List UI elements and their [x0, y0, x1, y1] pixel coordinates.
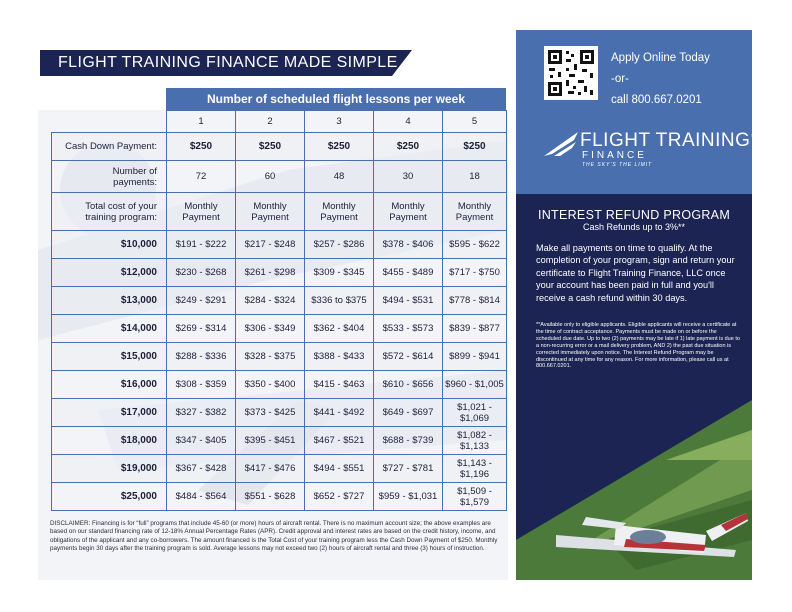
interest-refund-title: INTEREST REFUND PROGRAM [537, 208, 731, 222]
monthly-payment-range: $417 - $476 [236, 455, 305, 483]
total-cost-amount: $17,000 [52, 399, 167, 427]
monthly-payment-range: $308 - $359 [167, 371, 236, 399]
total-cost-amount: $14,000 [52, 315, 167, 343]
table-row [52, 427, 507, 455]
cash-down-value: $250 [236, 133, 305, 161]
monthly-payment-range: $1,021 - $1,069 [443, 399, 507, 427]
payment-rows [52, 231, 507, 511]
monthly-payment-range: $306 - $349 [236, 315, 305, 343]
monthly-payment-range: $595 - $622 [443, 231, 507, 259]
table-row [52, 455, 507, 483]
payments-count: 60 [236, 161, 305, 193]
lesson-count: 3 [305, 111, 374, 133]
payments-count: 30 [374, 161, 443, 193]
monthly-payment-range: $533 - $573 [374, 315, 443, 343]
monthly-payment-range: $839 - $877 [443, 315, 507, 343]
cash-down-value: $250 [167, 133, 236, 161]
cash-down-value: $250 [374, 133, 443, 161]
monthly-payment-header: Monthly Payment [374, 193, 443, 231]
right-panel [516, 30, 757, 580]
monthly-payment-range: $551 - $628 [236, 483, 305, 511]
table-row [52, 343, 507, 371]
table-row [52, 315, 507, 343]
lesson-count: 1 [167, 111, 236, 133]
monthly-payment-header: Monthly Payment [167, 193, 236, 231]
monthly-payment-range: $328 - $375 [236, 343, 305, 371]
monthly-payment-range: $717 - $750 [443, 259, 507, 287]
total-cost-label: Total cost of your training program: [52, 193, 167, 231]
monthly-payment-range: $327 - $382 [167, 399, 236, 427]
monthly-payment-range: $395 - $451 [236, 427, 305, 455]
qr-code-icon[interactable] [544, 46, 598, 100]
monthly-payment-range: $649 - $697 [374, 399, 443, 427]
monthly-payment-range: $347 - $405 [167, 427, 236, 455]
lesson-count: 4 [374, 111, 443, 133]
total-cost-amount: $18,000 [52, 427, 167, 455]
monthly-payment-range: $959 - $1,031 [374, 483, 443, 511]
monthly-payment-range: $230 - $268 [167, 259, 236, 287]
monthly-payment-range: $336 to $375 [305, 287, 374, 315]
table-row [52, 483, 507, 511]
monthly-payment-range: $1,143 - $1,196 [443, 455, 507, 483]
cash-down-value: $250 [305, 133, 374, 161]
monthly-payment-range: $1,509 - $1,579 [443, 483, 507, 511]
total-cost-amount: $19,000 [52, 455, 167, 483]
monthly-payment-range: $688 - $739 [374, 427, 443, 455]
monthly-payment-range: $899 - $941 [443, 343, 507, 371]
lesson-count: 2 [236, 111, 305, 133]
interest-refund-body: Make all payments on time to qualify. At the completion of your program, sign and return your certificate to Flight Training Finance, LLC once your account has been paid in full and you'll receive a cash refund within 30 days. [536, 243, 735, 303]
monthly-payment-range: $378 - $406 [374, 231, 443, 259]
monthly-payment-range: $309 - $345 [305, 259, 374, 287]
monthly-payment-range: $373 - $425 [236, 399, 305, 427]
financing-table [51, 110, 507, 511]
monthly-payment-range: $494 - $531 [374, 287, 443, 315]
monthly-payment-range: $191 - $222 [167, 231, 236, 259]
monthly-payment-header: Monthly Payment [443, 193, 507, 231]
monthly-payment-range: $727 - $781 [374, 455, 443, 483]
phone-link[interactable]: call 800.667.0201 [611, 94, 702, 106]
monthly-payment-range: $484 - $564 [167, 483, 236, 511]
total-cost-amount: $15,000 [52, 343, 167, 371]
monthly-payment-header: Monthly Payment [236, 193, 305, 231]
monthly-payment-range: $288 - $336 [167, 343, 236, 371]
contact-box [516, 30, 757, 194]
title-banner [40, 50, 412, 76]
monthly-payment-range: $249 - $291 [167, 287, 236, 315]
lesson-count: 5 [443, 111, 507, 133]
apply-online-text: Apply Online Today -or- call 800.667.0201 [611, 48, 710, 111]
monthly-payment-range: $778 - $814 [443, 287, 507, 315]
monthly-payment-range: $415 - $463 [305, 371, 374, 399]
total-cost-amount: $12,000 [52, 259, 167, 287]
monthly-payment-range: $350 - $400 [236, 371, 305, 399]
payments-count: 72 [167, 161, 236, 193]
monthly-payment-range: $572 - $614 [374, 343, 443, 371]
cash-down-label: Cash Down Payment: [52, 133, 167, 161]
interest-refund-footnote: **Available only to eligible applicants. Eligible applicants will receive a certificate at the time of contract acceptance. Payments must be made on or before the scheduled due date. Up to two (2) payments may be late if 1) late payment is due to a non-recurring error or a mail delivery problem, AND 2) the past due situation is corrected immediately upon notice. The Interest Refund Program may be discontinued at any time for any reason. For more information, please call us at 800.667.0201. [536, 322, 740, 370]
table-row [52, 231, 507, 259]
total-cost-amount: $16,000 [52, 371, 167, 399]
monthly-payment-range: $362 - $404 [305, 315, 374, 343]
monthly-payment-range: $610 - $656 [374, 371, 443, 399]
monthly-payment-range: $467 - $521 [305, 427, 374, 455]
page-title: FLIGHT TRAINING FINANCE MADE SIMPLE [58, 54, 398, 71]
monthly-payment-range: $494 - $551 [305, 455, 374, 483]
monthly-payment-range: $960 - $1,005 [443, 371, 507, 399]
number-of-payments-label: Number of payments: [52, 161, 167, 193]
disclaimer-text: DISCLAIMER: Financing is for “full” programs that include 45-60 (or more) hours of aircraft rental. There is no maximum account size; the above examples are based on our standard financing rate of 12-18% Annual Percentage Rates (APR). Credit approval and interest rates are based on the credit history, income, and obligations of the applicant and any co-borrowers. The amount financed is the Total Cost of your training program less the Cash Down Payment of $250. Monthly payments begin 30 days after the training program is sold. Average lessons may not exceed two (2) hours of aircraft rental and three (3) hours of instruction. [50, 520, 498, 552]
airplane-field-image [516, 400, 752, 580]
payments-count: 48 [305, 161, 374, 193]
monthly-payment-range: $261 - $298 [236, 259, 305, 287]
monthly-payment-range: $441 - $492 [305, 399, 374, 427]
monthly-payment-range: $1,082 - $1,133 [443, 427, 507, 455]
monthly-payment-range: $269 - $314 [167, 315, 236, 343]
monthly-payment-range: $284 - $324 [236, 287, 305, 315]
cash-down-value: $250 [443, 133, 507, 161]
monthly-payment-range: $217 - $248 [236, 231, 305, 259]
table-row [52, 399, 507, 427]
payments-count: 18 [443, 161, 507, 193]
table-row [52, 371, 507, 399]
monthly-payment-range: $367 - $428 [167, 455, 236, 483]
total-cost-amount: $13,000 [52, 287, 167, 315]
table-row [52, 259, 507, 287]
flight-training-logo-icon: FLIGHT TRAINING™ FINANCE THE SKY'S THE LIMIT [544, 130, 744, 180]
total-cost-amount: $25,000 [52, 483, 167, 511]
monthly-payment-range: $652 - $727 [305, 483, 374, 511]
monthly-payment-range: $257 - $286 [305, 231, 374, 259]
interest-refund-subtitle: Cash Refunds up to 3%** [582, 222, 686, 232]
monthly-payment-header: Monthly Payment [305, 193, 374, 231]
total-cost-amount: $10,000 [52, 231, 167, 259]
monthly-payment-range: $388 - $433 [305, 343, 374, 371]
table-row [52, 287, 507, 315]
lessons-per-week-header: Number of scheduled flight lessons per week [166, 88, 506, 110]
monthly-payment-range: $455 - $489 [374, 259, 443, 287]
